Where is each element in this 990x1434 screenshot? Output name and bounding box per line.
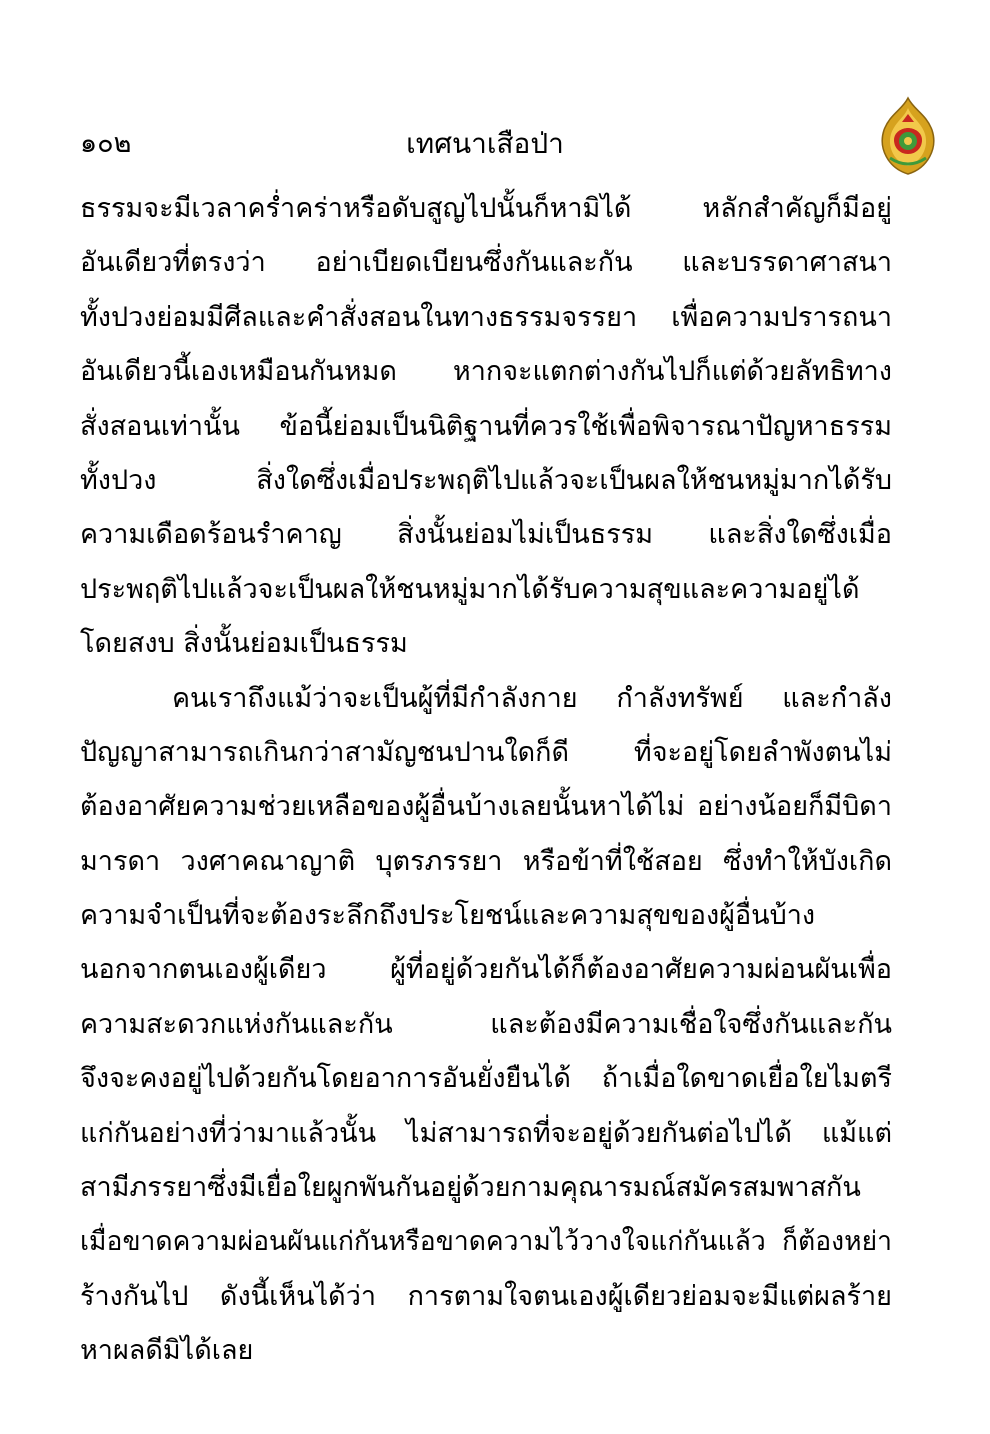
- text-line: ทั้งปวง สิ่งใดซึ่งเมื่อประพฤติไปแล้วจะเป็นผลให้ชนหมู่มากได้รับ: [80, 464, 892, 496]
- text-line: จึงจะคงอยู่ไปด้วยกันโดยอาการอันยั่งยืนได้ ถ้าเมื่อใดขาดเยื่อใยไมตรี: [80, 1063, 892, 1095]
- text-line: อันเดียวที่ตรงว่า อย่าเบียดเบียนซึ่งกันและกัน และบรรดาศาสนา: [80, 247, 892, 279]
- text-line: แก่กันอย่างที่ว่ามาแล้วนั้น ไม่สามารถที่จะอยู่ด้วยกันต่อไปได้ แม้แต่: [80, 1117, 892, 1149]
- text-line: มารดา วงศาคณาญาติ บุตรภรรยา หรือข้าที่ใช้สอย ซึ่งทำให้บังเกิด: [80, 845, 892, 877]
- text-line: ความสะดวกแห่งกันและกัน และต้องมีความเชื่อใจซึ่งกันและกัน: [80, 1008, 892, 1040]
- text-line: คนเราถึงแม้ว่าจะเป็นผู้ที่มีกำลังกาย กำลังทรัพย์ และกำลัง: [172, 682, 892, 714]
- text-line: ธรรมจะมีเวลาคร่ำคร่าหรือดับสูญไปนั้นก็หามิได้ หลักสำคัญก็มีอยู่: [80, 193, 892, 224]
- text-line: ประพฤติไปแล้วจะเป็นผลให้ชนหมู่มากได้รับความสุขและความอยู่ได้: [80, 573, 860, 605]
- text-line: ความจำเป็นที่จะต้องระลึกถึงประโยชน์และความสุขของผู้อื่นบ้าง: [80, 900, 816, 932]
- text-line: ปัญญาสามารถเกินกว่าสามัญชนปานใดก็ดี ที่จะอยู่โดยลำพังตนไม่: [80, 736, 892, 768]
- text-line: สามีภรรยาซึ่งมีเยื่อใยผูกพันกันอยู่ด้วยกามคุณารมณ์สมัครสมพาสกัน: [80, 1172, 861, 1204]
- royal-emblem-icon: [876, 96, 940, 176]
- text-line: ร้างกันไป ดังนี้เห็นได้ว่า การตามใจตนเองผู้เดียวย่อมจะมีแต่ผลร้าย: [80, 1280, 892, 1312]
- text-line: หาผลดีมิได้เลย: [80, 1335, 254, 1367]
- text-line: ทั้งปวงย่อมมีศีลและคำสั่งสอนในทางธรรมจรรยา เพื่อความปรารถนา: [80, 301, 892, 333]
- body-text: [80, 182, 892, 1379]
- page-header: [80, 124, 890, 164]
- text-line: นอกจากตนเองผู้เดียว ผู้ที่อยู่ด้วยกันได้ก็ต้องอาศัยความผ่อนผันเพื่อ: [80, 954, 892, 986]
- text-line: ต้องอาศัยความช่วยเหลือของผู้อื่นบ้างเลยนั้นหาได้ไม่ อย่างน้อยก็มีบิดา: [80, 791, 892, 823]
- paragraph-1: [80, 182, 892, 672]
- text-line: โดยสงบ สิ่งนั้นย่อมเป็นธรรม: [80, 628, 408, 660]
- text-line: อันเดียวนี้เองเหมือนกันหมด หากจะแตกต่างกันไปก็แต่ด้วยลัทธิทาง: [80, 356, 892, 388]
- text-line: เมื่อขาดความผ่อนผันแก่กันหรือขาดความไว้วางใจแก่กันแล้ว ก็ต้องหย่า: [80, 1226, 892, 1258]
- text-line: ความเดือดร้อนรำคาญ สิ่งนั้นย่อมไม่เป็นธรรม และสิ่งใดซึ่งเมื่อ: [80, 519, 892, 551]
- page-number: ๑๐๒: [80, 128, 132, 159]
- running-title: เทศนาเสือป่า: [406, 127, 564, 160]
- paragraph-2: [80, 672, 892, 1379]
- text-line: สั่งสอนเท่านั้น ข้อนี้ย่อมเป็นนิติฐานที่ควรใช้เพื่อพิจารณาปัญหาธรรม: [80, 410, 892, 442]
